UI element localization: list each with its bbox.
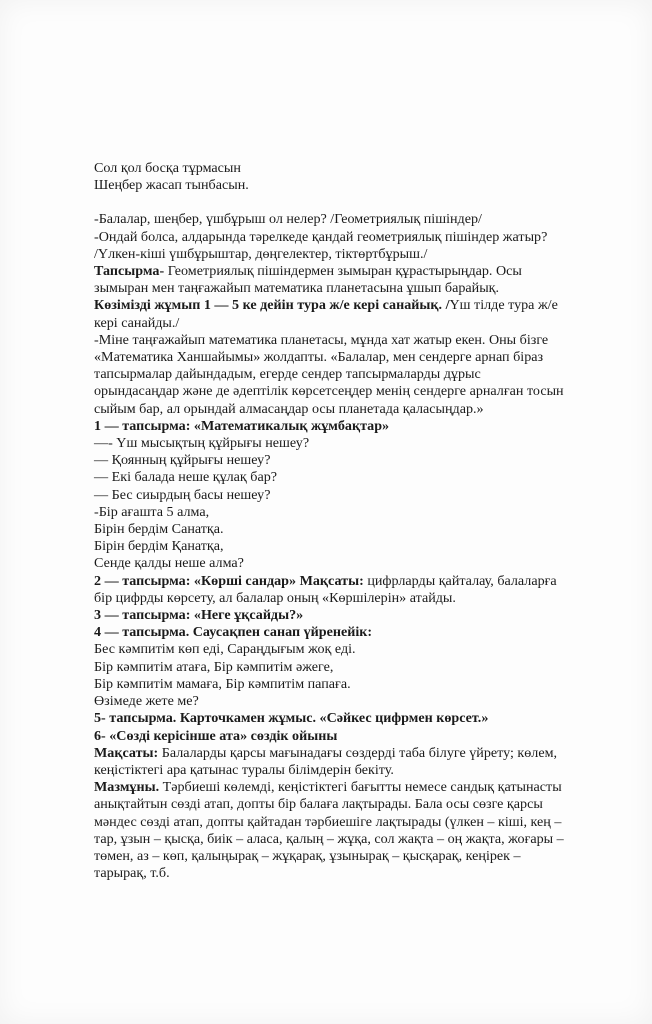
content-label: Мазмұны. xyxy=(94,779,160,796)
task-text-line: зымыран мен таңғажайып математика планетасына ұшып барайық. xyxy=(94,280,500,297)
task-text: Геометриялық пішіндермен зымыран құрастырыңдар. Осы xyxy=(164,263,522,280)
document-body xyxy=(94,160,630,882)
task1-title: 1 — тапсырма: «Математикалық жұмбақтар» xyxy=(94,417,390,434)
counting-text-line: кері санайды./ xyxy=(94,314,180,331)
letter-line: сыйым бар, ал орындай алмасаңдар осы планетада қаласыңдар.» xyxy=(94,400,484,417)
aim-paragraph xyxy=(94,745,630,762)
letter-line: орындасаңдар және де әдептілік көрсетсеңдер менің сендерге арналған тосын xyxy=(94,383,564,400)
task4-title: 4 — тапсырма. Саусақпен санап үйренейік: xyxy=(94,624,373,641)
verse-line: Сенде қалды неше алма? xyxy=(94,555,244,572)
letter-line: «Математика Ханшайымы» жолдапты. «Балалар, мен сендерге арнап біраз xyxy=(94,349,544,366)
content-text: Тәрбиеші көлемді, кеңістіктегі бағытты немесе сандық қатынасты xyxy=(159,779,562,796)
question-line: -Ондай болса, алдарында тәрелкеде қандай геометриялық пішіндер жатыр? xyxy=(94,228,548,245)
task3-title: 3 — тапсырма: «Неге ұқсайды?» xyxy=(94,607,304,624)
verse-line: Өзімеде жете ме? xyxy=(94,693,199,710)
task2-text-line: бір цифрды көрсету, ал балалар оның «Көршілерін» атайды. xyxy=(94,589,456,606)
verse-line: Бес кәмпитім көп еді, Сараңдығым жоқ еді. xyxy=(94,641,356,658)
aim-text: Балаларды қарсы мағынадағы сөздерді таба білуге үйрету; көлем, xyxy=(158,744,558,761)
task6-title: 6- «Сөзді керісінше ата» сөздік ойыны xyxy=(94,727,338,744)
verse-line: Бірін бердім Қанатқа, xyxy=(94,538,224,555)
counting-bold: Көзімізді жұмып 1 — 5 ке дейін тура ж/е кері санайық. / xyxy=(94,297,450,314)
counting-text: Үш тілде тура ж/е xyxy=(449,297,558,314)
verse-line: Бір кәмпитім мамаға, Бір кәмпитім папаға. xyxy=(94,675,351,692)
aim-label: Мақсаты: xyxy=(94,744,159,761)
riddle-item: —- Үш мысықтың құйрығы нешеу? xyxy=(94,435,310,452)
task2-title: 2 — тапсырма: «Көрші сандар» Мақсаты: xyxy=(94,572,364,589)
question-line: -Балалар, шеңбер, үшбұрыш ол нелер? /Геометриялық пішіндер/ xyxy=(94,211,482,228)
content-text-line: анықтайтын сөзді атап, допты бір балаға лақтырады. Бала осы сөзге қарсы xyxy=(94,796,543,813)
task2-paragraph xyxy=(94,573,630,590)
content-text-line: төмен, аз – көп, қалыңырақ – жұқарақ, ұзынырақ – қысқарақ, кеңірек – xyxy=(94,847,521,864)
poem-line: Шеңбер жасап тынбасын. xyxy=(94,177,249,194)
verse-line: -Бір ағашта 5 алма, xyxy=(94,503,210,520)
task-label: Тапсырма- xyxy=(94,263,165,280)
verse-line: Бір кәмпитім атаға, Бір кәмпитім әжеге, xyxy=(94,658,334,675)
riddle-item: — Бес сиырдың басы нешеу? xyxy=(94,486,271,503)
verse-line: Бірін бердім Санатқа. xyxy=(94,521,224,538)
aim-text-line: кеңістіктегі ара қатынас туралы білімдерін бекіту. xyxy=(94,761,394,778)
task-paragraph xyxy=(94,263,630,280)
riddle-item: — Екі балада неше құлақ бар? xyxy=(94,469,278,486)
content-text-line: мәндес сөзді атап, допты қайтадан тәрбиешіге лақтырады (үлкен – кіші, кең – xyxy=(94,813,562,830)
riddle-item: — Қоянның құйрығы нешеу? xyxy=(94,452,271,469)
letter-line: тапсырмалар дайындадым, егерде сендер тапсырмаларды дұрыс xyxy=(94,366,481,383)
poem-line: Сол қол босқа тұрмасын xyxy=(94,160,241,176)
letter-line: -Міне таңғажайып математика планетасы, мұнда хат жатыр екен. Оны бізге xyxy=(94,331,549,348)
counting-paragraph xyxy=(94,297,630,314)
spacer xyxy=(94,194,630,211)
task2-text: цифрларды қайталау, балаларға xyxy=(363,572,557,589)
task5-title: 5- тапсырма. Карточкамен жұмыс. «Сәйкес цифрмен көрсет.» xyxy=(94,710,489,727)
content-paragraph xyxy=(94,779,630,796)
content-text-line: тар, ұзын – қысқа, биік – аласа, қалың – жұқа, сол жақта – оң жақта, жоғары – xyxy=(94,830,564,847)
answer-line: /Үлкен-кіші үшбұрыштар, дөңгелектер, тіктөртбұрыш./ xyxy=(94,245,428,262)
content-text-line: тарырақ, т.б. xyxy=(94,865,170,882)
